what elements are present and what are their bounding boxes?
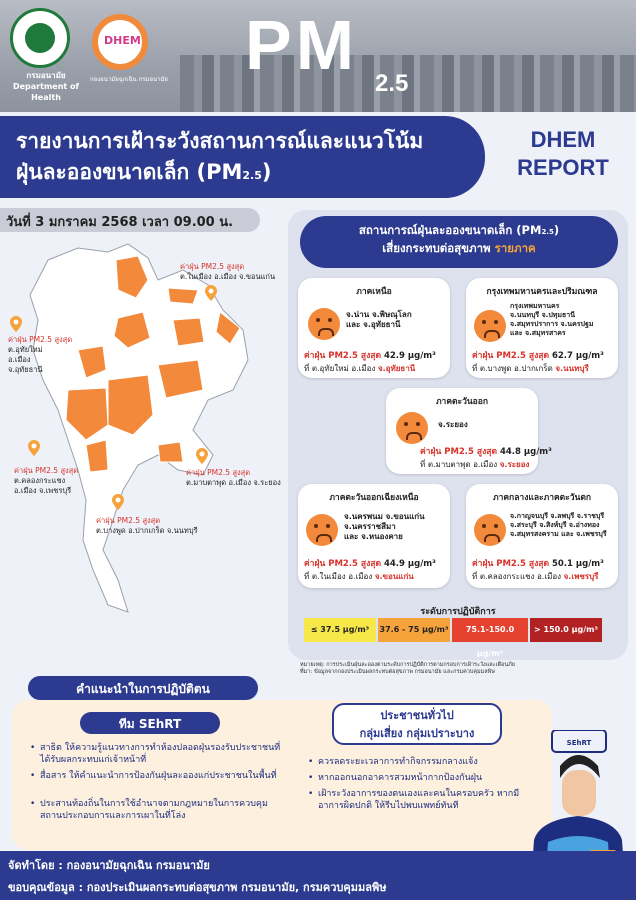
region-value (472, 556, 604, 570)
sad-face-icon (306, 514, 338, 546)
title-line2-text: ฝุ่นละอองขนาดเล็ก (PM (16, 160, 243, 184)
thailand-map (8, 240, 278, 620)
public-title-line2: กลุ่มเสี่ยง กลุ่มเปราะบาง (359, 727, 475, 740)
callout-khonkaen (180, 262, 275, 282)
public-item: • หากออกนอกอาคารสวมหน้ากากป้องกันฝุ่น (318, 772, 528, 784)
callout-line: ต.คลองกระแชง (14, 476, 66, 485)
callout-head: ค่าฝุ่น PM2.5 สูงสุด (180, 262, 245, 271)
value-label: ค่าฝุ่น PM2.5 สูงสุด (472, 351, 549, 361)
location-text: ที่ ต.คลองกระแชง อ.เมือง (472, 572, 562, 581)
public-item: • เฝ้าระวังอาการของตนเองและคนในครอบครัว หากมีอาการผิดปกติ ให้รีบไปพบแพทย์ทันที (318, 788, 528, 812)
map-pin-icon (28, 440, 40, 456)
map-pin-icon (112, 494, 124, 510)
region-card-central-west (466, 484, 618, 588)
note-line2: ที่มา: ข้อมูลจากกองประเมินผลกระทบต่อสุขภาพ กรมอนามัย และกรมควบคุมมลพิษ (300, 669, 495, 675)
title-line2-sub: 2.5 (242, 169, 262, 182)
region-location (472, 570, 598, 583)
sehrt-item: • ประสานท้องถิ่นในการใช้อำนาจตามกฎหมายในการควบคุมสถานประกอบการและการเผาในที่โล่ง (40, 798, 290, 822)
value-number: 44.8 µg/m³ (499, 447, 552, 457)
region-title: กรุงเทพมหานครและปริมณฑล (486, 287, 598, 297)
region-title: ภาคตะวันออกเฉียงเหนือ (329, 493, 419, 503)
dhem-logo (92, 14, 148, 70)
panel-title-region: รายภาค (494, 241, 536, 255)
region-provinces: จ.ระยอง (438, 420, 468, 429)
advice-title: คำแนะนำในการปฏิบัติตน (76, 682, 210, 696)
region-value (472, 348, 604, 362)
region-provinces: จ.น่าน จ.พิษณุโลก และ จ.อุทัยธานี (346, 310, 412, 329)
value-label: ค่าฝุ่น PM2.5 สูงสุด (304, 559, 381, 569)
region-card-east (386, 388, 552, 474)
location-text: ที่ ต.อุทัยใหม่ อ.เมือง (304, 364, 376, 373)
callout-line: ต.บางพูด อ.ปากเกร็ด จ.นนทบุรี (96, 526, 198, 535)
region-value (304, 348, 436, 362)
region-title: ภาคกลางและภาคตะวันตก (493, 493, 591, 503)
level-moderate: 37.6 - 75 µg/m³ (378, 618, 450, 642)
badge-line2: REPORT (517, 155, 609, 180)
map-khonkaen (173, 318, 204, 346)
sad-face-icon (308, 308, 340, 340)
report-title-line1: รายงานการเฝ้าระวังสถานการณ์และแนวโน้ม (16, 129, 424, 153)
footer-prepared-by: จัดทำโดย : กองอนามัยฉุกเฉิน กรมอนามัย (8, 859, 210, 872)
location-text: ที่ ต.มาบตาพุด อ.เมือง (420, 460, 498, 469)
title-line2-end: ) (261, 160, 272, 184)
sad-face-icon (396, 412, 428, 444)
dhem-logo-mark: DHEM (104, 34, 141, 47)
moph-logo (10, 8, 70, 68)
level-title: ระดับการปฏิบัติการ (420, 607, 496, 617)
region-title: ภาคตะวันออก (435, 397, 489, 407)
map-nongkhai (168, 288, 198, 304)
callout-rayong (186, 468, 281, 488)
map-pin-icon (205, 285, 217, 301)
map-pin-icon (10, 316, 22, 332)
region-location (420, 458, 529, 471)
value-number: 62.7 µg/m³ (551, 351, 604, 361)
callout-line: ต.มาบตาพุด อ.เมือง จ.ระยอง (186, 478, 281, 487)
region-value (304, 556, 436, 570)
pm-subscript: 2.5 (375, 70, 409, 97)
value-label: ค่าฝุ่น PM2.5 สูงสุด (304, 351, 381, 361)
map-phetchaburi (86, 440, 108, 472)
sehrt-item: • สื่อสาร ให้คำแนะนำการป้องกันฝุ่นละอองแก่ประชาชนในพื้นที่ (40, 770, 290, 782)
region-card-bangkok (466, 278, 618, 378)
location-province: จ.ขอนแก่น (374, 572, 414, 581)
public-item: • ควรลดระยะเวลาการทำกิจกรรมกลางแจ้ง (318, 756, 528, 768)
panel-title-line1 (300, 222, 618, 240)
panel-title-text: สถานการณ์ฝุ่นละอองขนาดเล็ก (PM (358, 223, 542, 237)
dhem-label: กองอนามัยฉุกเฉิน กรมอนามัย (90, 76, 168, 83)
level-very-high: > 150.0 µg/m³ (530, 618, 602, 642)
panel-title-end: ) (553, 223, 560, 237)
value-label: ค่าฝุ่น PM2.5 สูงสุด (472, 559, 549, 569)
region-card-north (298, 278, 450, 378)
callout-head: ค่าฝุ่น PM2.5 สูงสุด (186, 468, 251, 477)
level-good: ≤ 37.5 µg/m³ (304, 618, 376, 642)
value-number: 50.1 µg/m³ (551, 559, 604, 569)
report-title-line2 (16, 156, 272, 189)
pm-title: PM (245, 6, 358, 84)
value-number: 44.9 µg/m³ (383, 559, 436, 569)
note-line1: หมายเหตุ: การประเมินฝุ่นละอองตามระดับการปฏิบัติการตามกรอบการเฝ้าระวังและเตือนภัย (300, 662, 515, 668)
location-province: จ.เพชรบุรี (563, 572, 599, 581)
callout-uthai (8, 335, 72, 375)
mascot-cap-label: SEhRT (566, 739, 592, 747)
panel-title-sub: 2.5 (541, 228, 554, 236)
location-province: จ.อุทัยธานี (377, 364, 416, 373)
footer-credits: ขอบคุณข้อมูล : กองประเมินผลกระทบต่อสุขภาพ กรมอนามัย, กรมควบคุมมลพิษ (8, 881, 387, 894)
report-date: วันที่ 3 มกราคม 2568 เวลา 09.00 น. (6, 215, 234, 230)
panel-title-line2 (300, 240, 618, 258)
callout-line: จ.อุทัยธานี (8, 365, 43, 374)
region-provinces: กรุงเทพมหานคร จ.นนทบุรี จ.ปทุมธานี จ.สมุทรปราการ จ.นครปฐม และ จ.สมุทรสาคร (510, 302, 594, 337)
callout-nonthaburi (96, 516, 198, 536)
sehrt-title: ทีม SEhRT (118, 717, 182, 731)
location-province: จ.นนทบุรี (555, 364, 589, 373)
region-card-northeast (298, 484, 450, 588)
region-location (304, 362, 415, 375)
location-province: จ.ระยอง (499, 460, 530, 469)
sad-face-icon (474, 514, 506, 546)
panel-note (300, 662, 625, 676)
region-location (304, 570, 414, 583)
region-location (472, 362, 589, 375)
callout-line: ต.ในเมือง อ.เมือง จ.ขอนแก่น (180, 272, 276, 281)
region-provinces: จ.กาญจนบุรี จ.ลพบุรี จ.ราชบุรี จ.สระบุรี จ.สิงห์บุรี จ.อ่างทอง จ.สมุทรสงคราม และ จ.เพชรบุรี (510, 512, 607, 538)
region-title: ภาคเหนือ (356, 287, 392, 297)
callout-head: ค่าฝุ่น PM2.5 สูงสุด (8, 335, 73, 344)
region-value (420, 444, 552, 458)
map-rayong (158, 442, 183, 462)
location-text: ที่ ต.บางพูด อ.ปากเกร็ด (472, 364, 553, 373)
moph-label: กรมอนามัย Department of Health (12, 71, 79, 102)
sehrt-item: • สาธิต ให้ความรู้แนวทางการทำห้องปลอดฝุ่นรองรับประชาชนที่ได้รับผลกระทบแก่เจ้าหน้าที่ (40, 742, 290, 766)
sad-face-icon (474, 310, 506, 342)
dhem-report-badge (498, 126, 628, 182)
map-pin-icon (196, 448, 208, 464)
badge-line1: DHEM (530, 127, 596, 152)
value-label: ค่าฝุ่น PM2.5 สูงสุด (420, 447, 497, 457)
location-text: ที่ ต.ในเมือง อ.เมือง (304, 572, 373, 581)
callout-phetchaburi (14, 466, 78, 496)
region-provinces: จ.นครพนม จ.ขอนแก่น จ.นครราชสีมา และ จ.หนองคาย (344, 512, 425, 541)
callout-head: ค่าฝุ่น PM2.5 สูงสุด (14, 466, 79, 475)
callout-line: อ.เมือง (8, 355, 31, 364)
public-title-line1: ประชาชนทั่วไป (380, 709, 454, 722)
level-high: 75.1-150.0 µg/m³ (452, 618, 528, 642)
callout-head: ค่าฝุ่น PM2.5 สูงสุด (96, 516, 161, 525)
callout-line: อ.เมือง จ.เพชรบุรี (14, 486, 72, 495)
callout-line: ต.อุทัยใหม่ (8, 345, 43, 354)
panel-title-risk: เสี่ยงกระทบต่อสุขภาพ (382, 241, 491, 255)
value-number: 42.9 µg/m³ (383, 351, 436, 361)
